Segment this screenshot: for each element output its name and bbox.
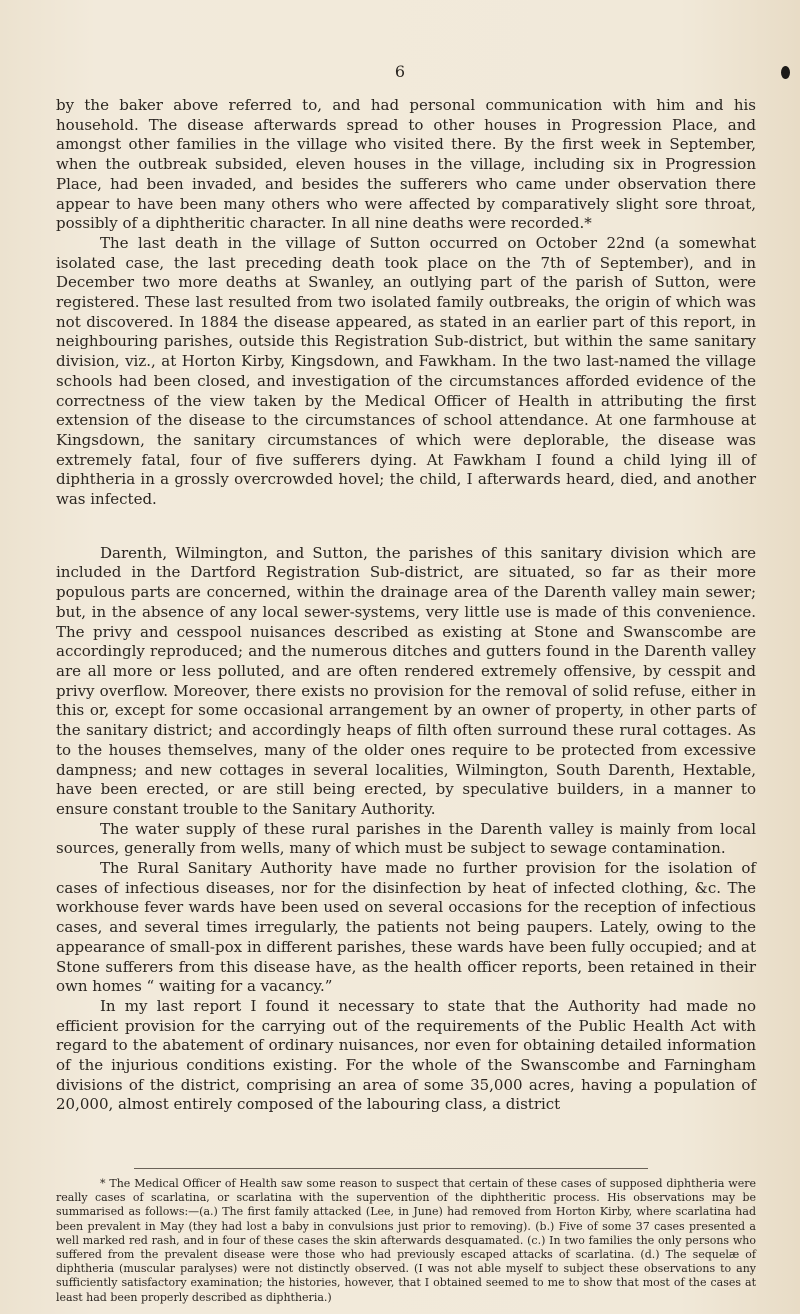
- paragraph: The water supply of these rural parishes in the Darenth valley is mainly from local sources, generally from wells, many of which must be subject to sewage contamination.: [56, 819, 756, 858]
- paragraph: by the baker above referred to, and had personal communication with him and his household. The disease afterwards spread to other houses in Progression Place, and amongst other families in the village who visited there. By the first week in September, when the outbreak subsided, eleven houses in the village, including six in Progression Place, had been invaded, and besides the sufferers who came under observation there appear to have been many others who were affected by comparatively slight sore throat, possibly of a diphtheritic character. In all nine deaths were recorded.*: [56, 96, 756, 233]
- paragraph: Darenth, Wilmington, and Sutton, the parishes of this sanitary division which are included in the Dartford Registration Sub-district, are situated, so far as their more populous parts are concerned, within the drainage area of the Darenth valley main sewer; but, in the absence of any local sewer-systems, very little use is made of this convenience. The privy and cesspool nuisances described as existing at Stone and Swanscombe are accordingly reproduced; and the numerous ditches and gutters found in the Darenth valley are all more or less polluted, and are often rendered extremely offensive, by cesspit and privy overflow. Moreover, there exists no provision for the removal of solid refuse, either in this or, except for some occasional arrangement by an owner of property, in other parts of the sanitary district; and accordingly heaps of filth often surround these rural cottages. As to the houses themselves, many of the older ones require to be protected from excessive dampness; and new cottages in several localities, Wilmington, South Darenth, Hextable, have been erected, or are still being erected, by speculative builders, in a manner to ensure constant trouble to the Sanitary Authority.: [56, 543, 756, 818]
- footnote: [56, 1177, 756, 1305]
- page-number: 6: [394, 62, 406, 81]
- paragraph: The last death in the village of Sutton occurred on October 22nd (a somewhat isolated case, the last preceding death took place on the 7th of September), and in December two more deaths at Swanley, an outlying part of the parish of Sutton, were registered. These last resulted from two isolated family outbreaks, the origin of which was not discovered. In 1884 the disease appeared, as stated in an earlier part of this report, in neighbouring parishes, outside this Registration Sub-district, but within the same sanitary division, viz., at Horton Kirby, Kingsdown, and Fawkham. In the two last-named the village schools had been closed, and investigation of the circumstances afforded evidence of the correctness of the view taken by the Medical Officer of Health in attributing the first extension of the disease to the circumstances of school attendance. At one farmhouse at Kingsdown, the sanitary circumstances of which were deplorable, the disease was extremely fatal, four of five sufferers dying. At Fawkham I found a child lying ill of diphtheria in a grossly overcrowded hovel; the child, I afterwards heard, died, and another was infected.: [56, 233, 756, 509]
- ink-blot-mark: [781, 66, 790, 79]
- paragraph: The Rural Sanitary Authority have made no further provision for the isolation of cases of infectious diseases, nor for the disinfection by heat of infected clothing, &c. The workhouse fever wards have been used on several occasions for the reception of infectious cases, and several times irregularly, the patients not being paupers. Lately, owing to the appearance of small-pox in different parishes, these wards have been fully occupied; and at Stone sufferers from this disease have, as the health officer reports, been retained in their own homes “ waiting for a vacancy.”: [56, 859, 756, 996]
- paragraph: In my last report I found it necessary to state that the Authority had made no efficient provision for the carrying out of the requirements of the Public Health Act with regard to the abatement of ordinary nuisances, nor even for obtaining detailed information of the injurious conditions existing. For the whole of the Swanscombe and Farningham divisions of the district, comprising an area of some 35,000 acres, having a population of 20,000, almost entirely composed of the labouring class, a district: [56, 996, 756, 1114]
- body-text: [56, 96, 756, 1115]
- footnote-text: * The Medical Officer of Health saw some reason to suspect that certain of these cases of supposed diphtheria were really cases of scarlatina, or scarlatina with the supervention of the diphtheritic process. His observations may be summarised as follows:—(a.) The first family attacked (Lee, in June) had removed from Horton Kirby, where scarlatina had been prevalent in May (they had lost a baby in convulsions just prior to removing). (b.) Five of some 37 cases presented a well marked red rash, and in four of these cases the skin afterwards desquamated. (c.) In two families the only persons who suffered from the prevalent disease were those who had previously escaped attacks of scarlatina. (d.) The sequelæ of diphtheria (muscular paralyses) were not distinctly observed. (I was not able myself to subject these observations to any sufficiently satisfactory examination; the histories, however, that I obtained seemed to me to show that most of the cases at least had been properly described as diphtheria.): [56, 1177, 756, 1304]
- footnote-divider: [134, 1168, 648, 1169]
